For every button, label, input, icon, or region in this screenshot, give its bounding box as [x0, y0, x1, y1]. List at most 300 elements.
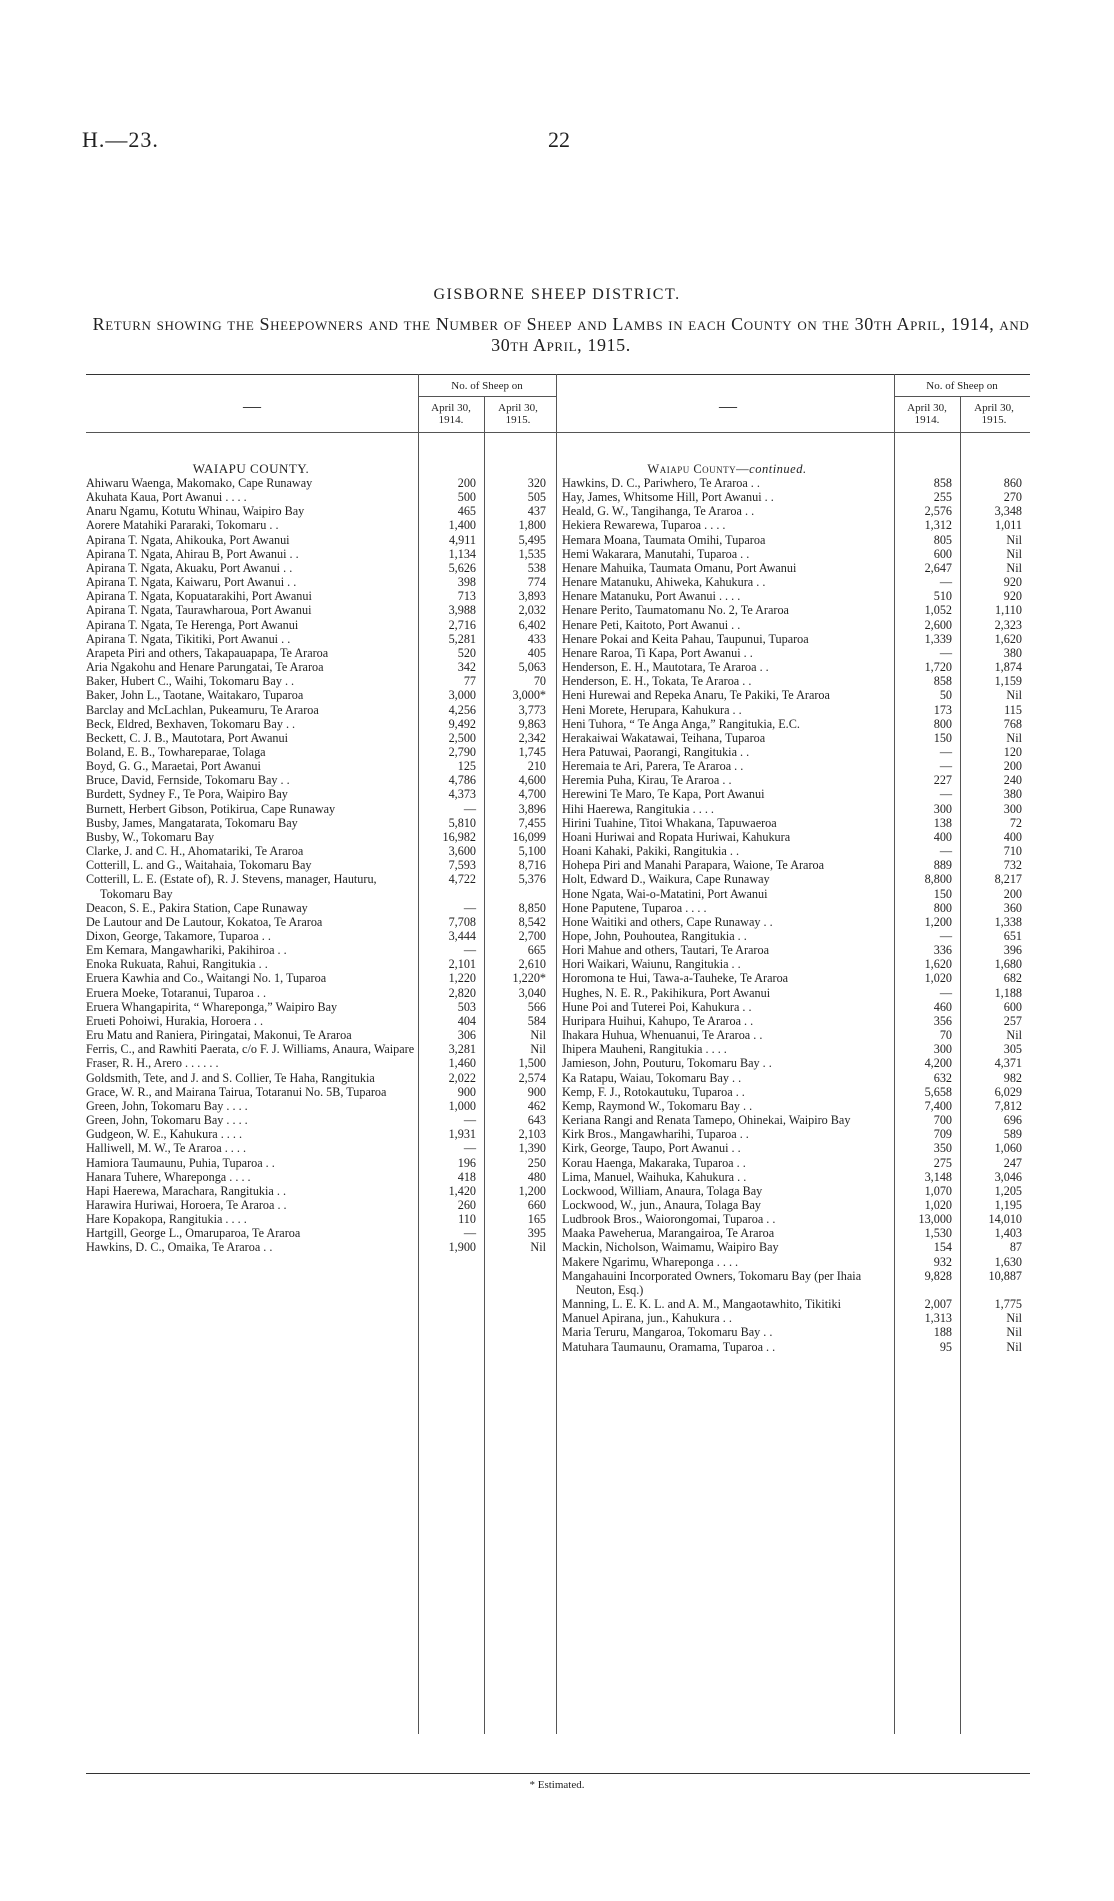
owner-name: Ihakara Huhua, Whenuanui, Te Araroa . . [562, 1028, 763, 1043]
sheep-1914: 300 [933, 801, 952, 816]
table-row [562, 787, 1030, 801]
table-row [86, 957, 556, 971]
table-row [562, 1212, 1030, 1226]
table-top-rule [86, 374, 1030, 375]
owner-name: Kemp, Raymond W., Tokomaru Bay . . [562, 1098, 753, 1113]
owner-name: Hekiera Rewarewa, Tuparoa . . . . [562, 518, 726, 533]
sheep-1915: Nil [530, 1240, 546, 1255]
table-row [86, 858, 556, 872]
sheep-1915: 395 [527, 1226, 546, 1241]
owner-name: Herewini Te Maro, Te Kapa, Port Awanui [562, 787, 765, 802]
sheep-1914: 1,134 [448, 546, 476, 561]
owner-name: Em Kemara, Mangawhariki, Pakihiroa . . [86, 943, 287, 958]
sheep-1915: 360 [1003, 900, 1022, 915]
sheep-1915: 4,371 [994, 1056, 1022, 1071]
sheep-1914: 1,530 [924, 1226, 952, 1241]
table-row [86, 703, 556, 717]
table-row [86, 660, 556, 674]
sheep-1914: 5,281 [448, 631, 476, 646]
sheep-1915: 538 [527, 560, 546, 575]
sheep-1915: 643 [527, 1113, 546, 1128]
owner-name: Jamieson, John, Pouturu, Tokomaru Bay . . [562, 1056, 772, 1071]
table-row [562, 1141, 1030, 1155]
sheep-1914: 173 [933, 702, 952, 717]
sheep-1914: 709 [933, 1127, 952, 1142]
sheep-1915: 7,455 [518, 815, 546, 830]
sheep-1914: 342 [457, 660, 476, 675]
sheep-1914: 1,400 [448, 518, 476, 533]
table-row [86, 872, 556, 900]
owner-name: Green, John, Tokomaru Bay . . . . [86, 1113, 248, 1128]
sheep-1914: 5,626 [448, 560, 476, 575]
sheep-1914: 805 [933, 532, 952, 547]
sheep-1915: 1,200 [518, 1183, 546, 1198]
sheep-1915: 660 [527, 1197, 546, 1212]
owner-name: Kirk, George, Taupo, Port Awanui . . [562, 1141, 741, 1156]
owner-name: Heremaia te Ari, Parera, Te Araroa . . [562, 759, 744, 774]
sheep-1915: 2,032 [518, 603, 546, 618]
table-row [562, 1028, 1030, 1042]
owner-name: Aria Ngakohu and Henare Parungatai, Te Araroa [86, 660, 324, 675]
owner-name: Erueti Pohoiwi, Hurakia, Horoera . . [86, 1013, 264, 1028]
table-row [86, 1127, 556, 1141]
table-row [562, 1127, 1030, 1141]
owner-name: Korau Haenga, Makaraka, Tuparoa . . [562, 1155, 746, 1170]
owner-name: Manuel Apirana, jun., Kahukura . . [562, 1311, 732, 1326]
right-column [562, 462, 1030, 1354]
table-row [86, 986, 556, 1000]
sheep-1915: 8,542 [518, 914, 546, 929]
sheep-1914: 275 [933, 1155, 952, 1170]
sheep-1914: 1,900 [448, 1240, 476, 1255]
sheep-1915: 305 [1003, 1042, 1022, 1057]
sheep-1914: 889 [933, 858, 952, 873]
owner-name: Grace, W. R., and Mairana Tairua, Totaranui No. 5B, Tuparoa [86, 1084, 387, 1099]
footnote: * Estimated. [529, 1779, 585, 1791]
table-row [86, 1071, 556, 1085]
owner-name: Hope, John, Pouhoutea, Rangitukia . . [562, 929, 747, 943]
sheep-1915: 566 [527, 999, 546, 1014]
owner-name: Ferris, C., and Rawhiti Paerata, c/o F. J. Williams, Anaura, Waipare [86, 1042, 415, 1057]
sheep-1914: 95 [939, 1339, 952, 1354]
table-row [562, 618, 1030, 632]
sheep-1914: 1,052 [924, 603, 952, 618]
sheep-1915: 860 [1003, 476, 1022, 490]
owner-name: Lima, Manuel, Waihuka, Kahukura . . [562, 1169, 747, 1184]
left-header-subrule [418, 396, 556, 397]
sheep-1915: 5,063 [518, 660, 546, 675]
sheep-1915: 1,535 [518, 546, 546, 561]
owner-name: Henare Perito, Taumatomanu No. 2, Te Araroa [562, 603, 789, 618]
sheep-1914: 260 [457, 1197, 476, 1212]
owner-name: Hapi Haerewa, Marachara, Rangitukia . . [86, 1183, 286, 1198]
sheep-1914: 300 [933, 1042, 952, 1057]
owner-name: Cotterill, L. E. (Estate of), R. J. Stevens, manager, Hauturu, Tokomaru Bay [86, 872, 377, 901]
owner-name: Henare Matanuku, Port Awanui . . . . [562, 589, 741, 604]
owner-name: Halliwell, M. W., Te Araroa . . . . [86, 1141, 247, 1156]
sheep-1914: 2,647 [924, 560, 952, 575]
sheep-1915: 584 [527, 1013, 546, 1028]
owner-name: Busby, W., Tokomaru Bay [86, 829, 215, 844]
sheep-1914: 1,420 [448, 1183, 476, 1198]
owner-name: Maaka Paweherua, Marangairoa, Te Araroa [562, 1226, 775, 1241]
sheep-1915: 437 [527, 504, 546, 519]
owner-name: Anaru Ngamu, Kotutu Whinau, Waipiro Bay [86, 504, 305, 519]
sheep-1914: 600 [933, 546, 952, 561]
owner-name: Deacon, S. E., Pakira Station, Cape Runaway [86, 900, 308, 915]
table-row [86, 547, 556, 561]
owner-name: Henare Raroa, Ti Kapa, Port Awanui . . [562, 645, 753, 660]
sheep-1914: 1,070 [924, 1183, 952, 1198]
sheep-1914: 336 [933, 943, 952, 958]
sheep-1915: 320 [527, 476, 546, 490]
sheep-1914: 1,620 [924, 957, 952, 972]
sheep-1915: 2,103 [518, 1127, 546, 1142]
table-row [86, 561, 556, 575]
sheep-1914: 150 [933, 730, 952, 745]
sheep-1915: 1,338 [994, 914, 1022, 929]
owner-name: Ludbrook Bros., Waiorongomai, Tuparoa . . [562, 1212, 776, 1227]
sheep-1914: 70 [939, 1028, 952, 1043]
owner-name: Heni Tuhora, “ Te Anga Anga,” Rangitukia, E.C. [562, 716, 800, 731]
sheep-1914: 858 [933, 476, 952, 490]
sheep-1915: Nil [1006, 1311, 1022, 1326]
sheep-1914: 200 [457, 476, 476, 490]
table-row [86, 1113, 556, 1127]
owner-name: Hone Paputene, Tuparoa . . . . [562, 900, 707, 915]
sheep-1915: 1,195 [994, 1197, 1022, 1212]
table-row [562, 1099, 1030, 1113]
table-row [86, 632, 556, 646]
sheep-1915: 3,040 [518, 985, 546, 1000]
sheep-1914: 7,708 [448, 914, 476, 929]
sheep-1915: 5,100 [518, 844, 546, 859]
owner-name: Dixon, George, Takamore, Tuparoa . . [86, 929, 271, 943]
sheep-1914: 255 [933, 490, 952, 505]
sheep-1915: 405 [527, 645, 546, 660]
sheep-1915: 3,773 [518, 702, 546, 717]
owner-name: Hihi Haerewa, Rangitukia . . . . [562, 801, 714, 816]
sheep-1915: 200 [1003, 886, 1022, 901]
sheep-1914: 460 [933, 999, 952, 1014]
sheep-1914: 1,312 [924, 518, 952, 533]
owner-name: Mackin, Nicholson, Waimamu, Waipiro Bay [562, 1240, 779, 1255]
sheep-1915: 732 [1003, 858, 1022, 873]
owner-name: Baker, Hubert C., Waihi, Tokomaru Bay . . [86, 674, 295, 689]
sheep-1914: 5,810 [448, 815, 476, 830]
sheep-1914: 138 [933, 815, 952, 830]
owner-name: Hirini Tuahine, Titoi Whakana, Tapuwaeroa [562, 815, 777, 830]
sheep-1915: 589 [1003, 1127, 1022, 1142]
owner-name: Hone Ngata, Wai-o-Matatini, Port Awanui [562, 886, 768, 901]
table-row [562, 1156, 1030, 1170]
sheep-1915: 480 [527, 1169, 546, 1184]
owner-name: Busby, James, Mangatarata, Tokomaru Bay [86, 815, 298, 830]
sheep-1915: 87 [1009, 1240, 1022, 1255]
sheep-1915: 1,110 [995, 603, 1022, 618]
sheep-1914: 4,256 [448, 702, 476, 717]
table-row [562, 759, 1030, 773]
table-row [562, 745, 1030, 759]
sheep-1915: 1,060 [994, 1141, 1022, 1156]
table-row [86, 1226, 556, 1240]
owner-name: Eruera Kawhia and Co., Waitangi No. 1, Tuparoa [86, 971, 327, 986]
sheep-1914: — [463, 801, 476, 816]
sheep-1914: 520 [457, 645, 476, 660]
table-row [562, 1056, 1030, 1070]
sheep-1914: 3,281 [448, 1042, 476, 1057]
sheep-1915: 380 [1003, 787, 1022, 802]
owner-name: Apirana T. Ngata, Tikitiki, Port Awanui . . [86, 631, 291, 646]
owner-name: Beckett, C. J. B., Mautotara, Port Awanui [86, 730, 288, 745]
table-row [562, 646, 1030, 660]
owner-name: Apirana T. Ngata, Kaiwaru, Port Awanui . . [86, 575, 297, 590]
sheep-1915: 5,495 [518, 532, 546, 547]
sheep-1915: 250 [527, 1155, 546, 1170]
page-number: 22 [548, 127, 570, 152]
table-row [562, 1014, 1030, 1028]
table-row [562, 1085, 1030, 1099]
owner-name: Boland, E. B., Towhareparae, Tolaga [86, 744, 266, 759]
table-row [562, 1071, 1030, 1085]
sheep-1915: 1,500 [518, 1056, 546, 1071]
table-row [86, 971, 556, 985]
table-row [562, 504, 1030, 518]
sheep-1915: 1,800 [518, 518, 546, 533]
table-row [562, 1311, 1030, 1325]
table-row [562, 490, 1030, 504]
right-name-column-heading: — [719, 396, 737, 416]
table-row [562, 589, 1030, 603]
sheep-1914: 800 [933, 900, 952, 915]
table-bottom-rule [86, 1773, 1030, 1774]
sheep-1915: 1,745 [518, 744, 546, 759]
sheep-1915: 651 [1003, 929, 1022, 943]
table-row [86, 731, 556, 745]
owner-name: Eruera Moeke, Totaranui, Tuparoa . . [86, 985, 266, 1000]
sheep-1915: 165 [527, 1212, 546, 1227]
sheep-1915: 200 [1003, 759, 1022, 774]
sheep-1915: 3,896 [518, 801, 546, 816]
header-bottom-rule [86, 432, 1030, 433]
sheep-1915: 380 [1003, 645, 1022, 660]
table-row [86, 830, 556, 844]
sheep-1915: 4,700 [518, 787, 546, 802]
center-vrule [556, 374, 557, 1734]
sheep-1914: 800 [933, 716, 952, 731]
table-row [562, 632, 1030, 646]
owner-name: Hare Kopakopa, Rangitukia . . . . [86, 1212, 247, 1227]
table-row [562, 1000, 1030, 1014]
table-row [86, 674, 556, 688]
owner-name: De Lautour and De Lautour, Kokatoa, Te Araroa [86, 914, 323, 929]
owner-name: Barclay and McLachlan, Pukeamuru, Te Araroa [86, 702, 319, 717]
sheep-1915: 14,010 [988, 1212, 1022, 1227]
sheep-1915: 6,029 [994, 1084, 1022, 1099]
owner-name: Heremia Puha, Kirau, Te Araroa . . [562, 773, 732, 788]
owner-name: Hawkins, D. C., Pariwhero, Te Araroa . . [562, 476, 760, 490]
sheep-1914: 2,500 [448, 730, 476, 745]
sheep-1914: 632 [933, 1070, 952, 1085]
table-row [86, 844, 556, 858]
owner-name: Baker, John L., Taotane, Waitakaro, Tuparoa [86, 688, 304, 703]
table-row [562, 816, 1030, 830]
owner-name: Lockwood, William, Anaura, Tolaga Bay [562, 1183, 763, 1198]
sheep-1914: 227 [933, 773, 952, 788]
sheep-1914: 900 [457, 1084, 476, 1099]
sheep-1914: 5,658 [924, 1084, 952, 1099]
sheep-1914: 1,460 [448, 1056, 476, 1071]
owner-name: Hori Mahue and others, Tautari, Te Araroa [562, 943, 769, 958]
owner-name: Henderson, E. H., Mautotara, Te Araroa . . [562, 660, 769, 675]
table-row [562, 547, 1030, 561]
sheep-1915: Nil [1006, 730, 1022, 745]
owner-name: Ahiwaru Waenga, Makomako, Cape Runaway [86, 476, 313, 490]
sheep-1915: 16,099 [512, 829, 546, 844]
sheep-1914: 503 [457, 999, 476, 1014]
table-row [86, 1170, 556, 1184]
owner-name: Hoani Huriwai and Ropata Huriwai, Kahukura [562, 829, 791, 844]
sheep-1915: 400 [1003, 829, 1022, 844]
sheep-1914: 125 [457, 759, 476, 774]
sheep-1915: 433 [527, 631, 546, 646]
sheep-1915: 3,348 [994, 504, 1022, 519]
table-row [562, 476, 1030, 490]
table-row [562, 802, 1030, 816]
table-row [562, 1042, 1030, 1056]
sheep-1915: Nil [1006, 1028, 1022, 1043]
right-section-heading: Waiapu County—continued. [647, 462, 807, 476]
owner-name: Henare Mahuika, Taumata Omanu, Port Awanui [562, 560, 797, 575]
left-name-column-heading: — [243, 396, 261, 416]
table-row [562, 688, 1030, 702]
table-row [562, 1269, 1030, 1297]
sheep-1915: 300 [1003, 801, 1022, 816]
sheep-1914: 1,220 [448, 971, 476, 986]
sheep-1915: 1,620 [994, 631, 1022, 646]
sheep-1914: 3,600 [448, 844, 476, 859]
right-col2-heading: April 30, 1915. [974, 402, 1014, 426]
owner-name: Kemp, F. J., Rotokautuku, Tuparoa . . [562, 1084, 745, 1099]
table-row [86, 1212, 556, 1226]
owner-name: Apirana T. Ngata, Te Herenga, Port Awanui [86, 617, 299, 632]
owner-name: Makere Ngarimu, Whareponga . . . . [562, 1254, 739, 1269]
owner-name: Boyd, G. G., Maraetai, Port Awanui [86, 759, 261, 774]
owner-name: Eruera Whangapirita, “ Whareponga,” Waipiro Bay [86, 999, 338, 1014]
table-row [86, 476, 556, 490]
sheep-1915: 115 [1004, 702, 1022, 717]
sheep-1914: 110 [458, 1212, 476, 1227]
sheep-1915: 10,887 [988, 1268, 1022, 1283]
sheep-1914: 188 [933, 1325, 952, 1340]
owner-name: Heald, G. W., Tangihanga, Te Araroa . . [562, 504, 755, 519]
table-row [562, 561, 1030, 575]
table-row [86, 717, 556, 731]
left-section-heading: WAIAPU COUNTY. [192, 461, 310, 476]
owner-name: Hera Patuwai, Paorangi, Rangitukia . . [562, 744, 750, 759]
table-row [86, 1184, 556, 1198]
sheep-1915: 6,402 [518, 617, 546, 632]
owner-name: Apirana T. Ngata, Kopuatarakihi, Port Awanui [86, 589, 312, 604]
table-row [562, 943, 1030, 957]
table-row [86, 1085, 556, 1099]
sheep-1914: 2,790 [448, 744, 476, 759]
owner-name: Manning, L. E. K. L. and A. M., Mangaotawhito, Tikitiki [562, 1297, 841, 1312]
sheep-1914: 2,600 [924, 617, 952, 632]
owner-name: Lockwood, W., jun., Anaura, Tolaga Bay [562, 1197, 761, 1212]
table-row [562, 1240, 1030, 1254]
sheep-1914: 1,020 [924, 971, 952, 986]
sheep-1914: 16,982 [442, 829, 476, 844]
sheep-1915: 70 [533, 674, 546, 689]
sheep-1914: — [939, 985, 952, 1000]
table-row [562, 731, 1030, 745]
sheep-1914: 7,593 [448, 858, 476, 873]
sheep-1915: 505 [527, 490, 546, 505]
sheep-1915: 5,376 [518, 872, 546, 887]
sheep-1914: — [939, 744, 952, 759]
sheep-1915: 1,220* [512, 971, 546, 986]
table-row [562, 1170, 1030, 1184]
owner-name: Hartgill, George L., Omaruparoa, Te Araroa [86, 1226, 301, 1241]
sheep-1915: 696 [1003, 1113, 1022, 1128]
sheep-1914: 1,020 [924, 1197, 952, 1212]
table-row [86, 533, 556, 547]
sheep-1914: 1,313 [924, 1311, 952, 1326]
table-row [86, 1240, 556, 1254]
table-row [562, 575, 1030, 589]
sheep-1915: 3,893 [518, 589, 546, 604]
owner-name: Holt, Edward D., Waikura, Cape Runaway [562, 872, 770, 887]
owner-name: Henare Pokai and Keita Pahau, Taupunui, Tuparoa [562, 631, 809, 646]
table-row [86, 1099, 556, 1113]
sheep-1915: 920 [1003, 575, 1022, 590]
sheep-1914: 510 [933, 589, 952, 604]
sheep-1914: — [463, 1226, 476, 1241]
table-row [562, 533, 1030, 547]
sheep-1914: 398 [457, 575, 476, 590]
owner-name: Hune Poi and Tuterei Poi, Kahukura . . [562, 999, 752, 1014]
right-header-subrule [894, 396, 1030, 397]
sheep-1914: — [463, 943, 476, 958]
sheep-1914: 2,716 [448, 617, 476, 632]
sheep-1915: 2,342 [518, 730, 546, 745]
owner-name: Clarke, J. and C. H., Ahomatariki, Te Araroa [86, 844, 304, 859]
sheep-1915: 1,159 [994, 674, 1022, 689]
table-row [562, 674, 1030, 688]
table-row [86, 816, 556, 830]
table-row [562, 901, 1030, 915]
sheep-1914: 3,444 [448, 929, 476, 943]
table-row [86, 787, 556, 801]
sheep-1915: 1,680 [994, 957, 1022, 972]
owner-name: Green, John, Tokomaru Bay . . . . [86, 1098, 248, 1113]
sheep-1914: — [463, 900, 476, 915]
table-row [562, 986, 1030, 1000]
owner-name: Beck, Eldred, Bexhaven, Tokomaru Bay . . [86, 716, 296, 731]
table-row [86, 688, 556, 702]
sheep-1915: Nil [530, 1028, 546, 1043]
sheep-1914: 2,007 [924, 1297, 952, 1312]
table-row [562, 603, 1030, 617]
table-row [562, 703, 1030, 717]
table-row [86, 589, 556, 603]
table-row [86, 575, 556, 589]
sheep-1914: 3,148 [924, 1169, 952, 1184]
table-row [562, 971, 1030, 985]
sheep-1914: 8,800 [924, 872, 952, 887]
owner-name: Fraser, R. H., Arero . . . . . . [86, 1056, 219, 1071]
